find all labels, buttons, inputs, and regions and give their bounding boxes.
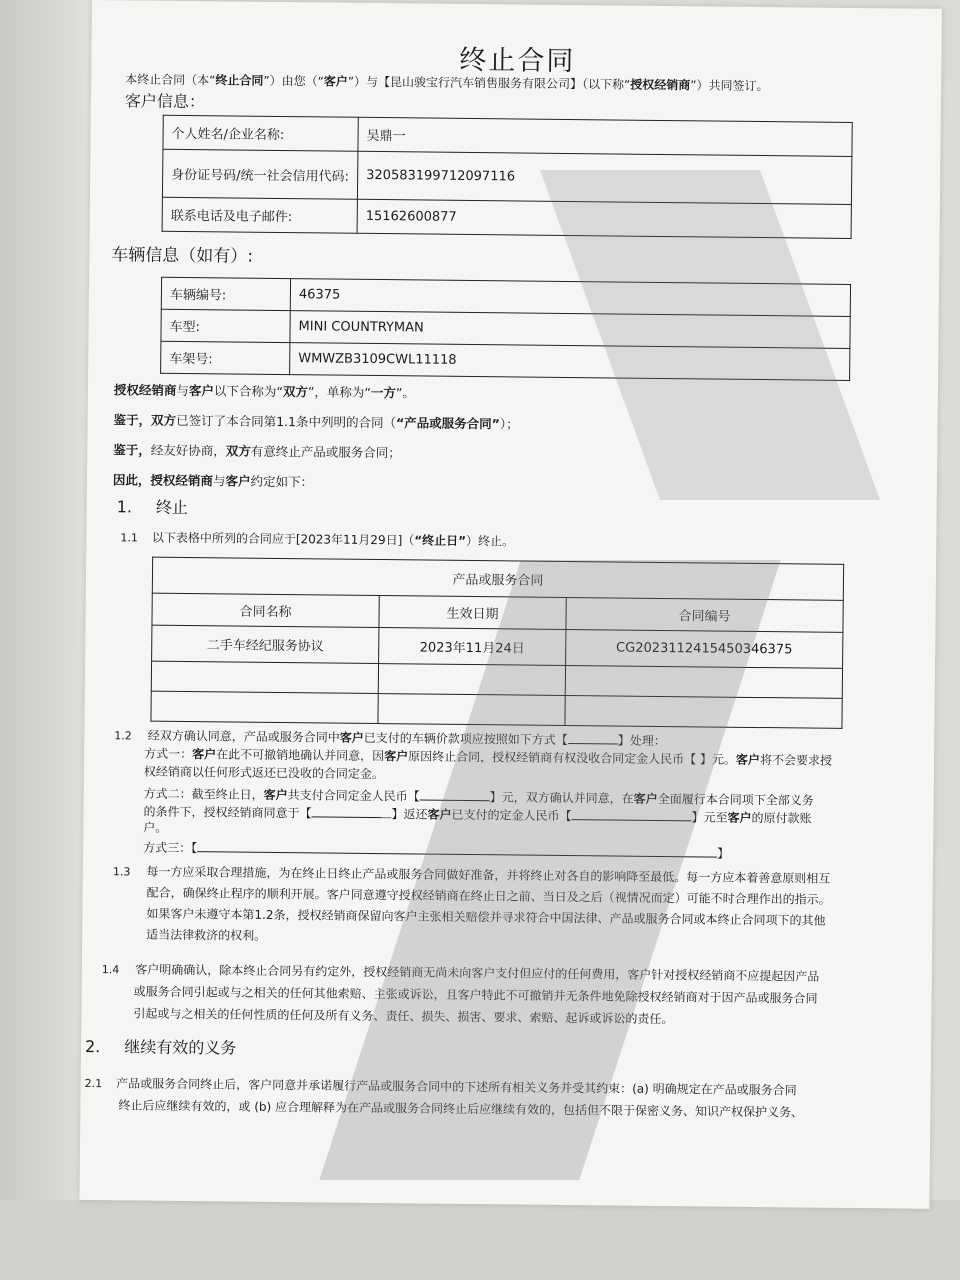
customer-phone-value: 15162600877 bbox=[357, 199, 851, 238]
customer-info-heading: 客户信息： bbox=[124, 91, 206, 112]
contract-table-header: 产品或服务合同 bbox=[152, 557, 843, 600]
vehicle-info-table bbox=[160, 277, 851, 381]
section-1-heading: 1. 终止 bbox=[116, 497, 189, 518]
contract-table bbox=[150, 557, 844, 729]
section-2-heading: 2. 继续有效的义务 bbox=[84, 1036, 237, 1058]
vehicle-vin-label: 车架号: bbox=[161, 341, 290, 374]
vehicle-vin-value: WMWZB3109CWL11118 bbox=[290, 343, 850, 381]
clause-2-1: 2.1 产品或服务合同终止后，客户同意并承诺履行产品或服务合同中的下述所有相关义务并受其约束：(a) 明确规定在产品或服务合同 终止后应继续有效的，或 (b) 应合理解释为在产品或服务合同终止后应继续有效的，包括但不限于保密义务、知识产权保护义务、 bbox=[84, 1076, 804, 1120]
whereas-paragraph-2: 鉴于，经友好协商，双方有意终止产品或服务合同； bbox=[113, 442, 401, 461]
vehicle-model-label: 车型: bbox=[161, 309, 290, 342]
customer-info-table bbox=[162, 115, 853, 239]
table-row bbox=[162, 149, 851, 204]
parties-paragraph: 授权经销商与客户以下合称为“双方”，单称为“一方”。 bbox=[113, 382, 415, 401]
clause-1-2-method-3: 方式三：【 】 bbox=[143, 840, 730, 861]
customer-phone-label: 联系电话及电子邮件: bbox=[162, 197, 357, 233]
clause-1-1: 1.1 以下表格中所列的合同应于[2023年11月29日]（“终止日”）终止。 bbox=[120, 530, 515, 549]
column-header-effective-date: 生效日期 bbox=[379, 596, 566, 630]
table-row bbox=[161, 341, 850, 380]
column-header-contract-number: 合同编号 bbox=[566, 597, 843, 632]
clause-1-2-method-2: 方式二：截至终止日，客户共支付合同定金人民币【 】元，双方确认并同意，在客户全面履行本合同项下全部义务 bbox=[143, 786, 814, 808]
vehicle-number-label: 车辆编号: bbox=[161, 277, 290, 310]
contract-name-cell: 二手车经纪服务协议 bbox=[152, 625, 379, 663]
background-bottom bbox=[0, 1200, 960, 1280]
clause-1-2-method-2-end: 户。 bbox=[143, 820, 168, 835]
customer-name-value: 吴鼎一 bbox=[358, 117, 852, 156]
vehicle-model-value: MINI COUNTRYMAN bbox=[290, 311, 850, 349]
clause-1-3: 1.3 每一方应采取合理措施，为在终止日终止产品或服务合同做好准备，并将终止对各自的影响降至最低。每一方应本着善意原则相互 配合，确保终止程序的顺利开展。客户同意遵守授权经销商在终止日之前、当日及之后（视情况而定）可能不时合理作出的指示。 如果客户未遵守本第1.2条，授权经销商保留向客户主张相关赔偿并寻求符合中国法律、产品或服务合同或本终止合同项下的其他 适当法律救济的权利。 bbox=[112, 864, 831, 943]
effective-date-cell: 2023年11月24日 bbox=[379, 628, 566, 666]
vehicle-number-value: 46375 bbox=[290, 279, 850, 317]
table-row bbox=[151, 691, 842, 728]
contract-number-cell: CG2023112415450346375 bbox=[566, 629, 843, 668]
customer-id-value: 320583199712097116 bbox=[357, 151, 851, 204]
clause-1-2-method-1: 方式一：客户在此不可撤销地确认并同意，因客户原因终止合同，授权经销商有权没收合同定金人民币【 】元。客户将不会要求授 bbox=[144, 746, 833, 768]
clause-1-2-method-2-cont: 的条件下，授权经销商同意于【 】返还客户已支付的定金人民币【 】元至客户的原付款账 bbox=[143, 804, 812, 826]
customer-name-label: 个人姓名/企业名称: bbox=[163, 115, 358, 151]
document-page bbox=[79, 0, 942, 1209]
clause-1-4: 1.4 客户明确确认，除本终止合同另有约定外，授权经销商无尚未向客户支付但应付的任何费用，客户针对授权经销商不应提起因产品 或服务合同引起或与之相关的任何其他索赔、主张或诉讼，且客户特此不可撤销并无条件地免除授权经销商对于因产品或服务合同 引起或与之相关的任何性质的任何及所有义务、责任、损失、损害、要求、索赔、起诉或诉讼的责任。 bbox=[101, 962, 820, 1027]
customer-id-label: 身份证号码/统一社会信用代码: bbox=[162, 149, 357, 199]
clause-1-2-line-1: 1.2 经双方确认同意，产品或服务合同中客户已支付的车辆价款项应按照如下方式【 】处理： bbox=[114, 728, 666, 749]
table-row bbox=[162, 197, 851, 238]
intro-paragraph: 本终止合同（本“终止合同”）由您（“客户”）与【昆山骏宝行汽车销售服务有限公司】（以下称“授权经销商”）共同签订。 bbox=[125, 72, 769, 94]
document-title: 终止合同 bbox=[459, 44, 576, 78]
clause-1-2-method-1-cont: 权经销商以任何形式返还已没收的合同定金。 bbox=[143, 764, 384, 782]
therefore-paragraph: 因此，授权经销商与客户约定如下： bbox=[112, 472, 314, 490]
whereas-paragraph-1: 鉴于，双方已签订了本合同第1.1条中列明的合同（“产品或服务合同”）； bbox=[113, 412, 519, 432]
vehicle-info-heading: 车辆信息（如有）: bbox=[111, 245, 254, 267]
column-header-contract-name: 合同名称 bbox=[152, 593, 379, 627]
